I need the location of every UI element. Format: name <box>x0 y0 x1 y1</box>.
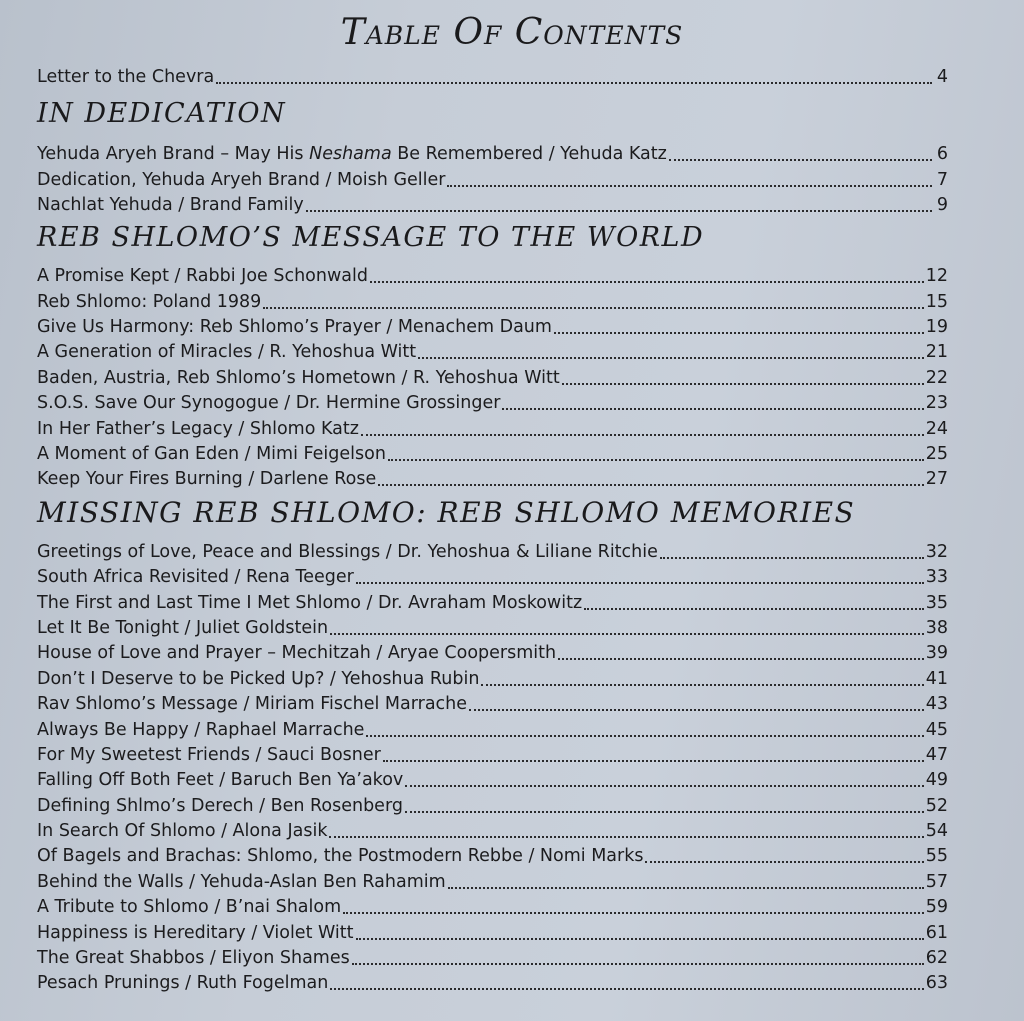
entry-page-number: 47 <box>925 745 948 765</box>
entry-title: Of Bagels and Brachas: Shlomo, the Postmodern Rebbe / Nomi Marks <box>37 846 644 866</box>
entry-page-number: 43 <box>925 694 948 714</box>
toc-entry <box>37 892 948 918</box>
toc-entry <box>37 139 948 165</box>
toc-entry <box>37 190 948 216</box>
entry-page-number: 57 <box>925 872 948 892</box>
entry-title: Baden, Austria, Reb Shlomo’s Hometown / R. Yehoshua Witt <box>37 368 560 388</box>
entry-title: Keep Your Fires Burning / Darlene Rose <box>37 469 377 489</box>
entry-title: Nachlat Yehuda / Brand Family <box>37 195 304 215</box>
toc-entry <box>37 439 948 465</box>
entry-page-number: 55 <box>925 846 948 866</box>
toc-entry <box>37 613 948 639</box>
toc-entry <box>37 337 948 363</box>
toc-entry <box>37 261 948 287</box>
entry-page-number: 6 <box>936 144 948 164</box>
page-title: Table Of Contents <box>340 12 684 53</box>
section-heading-memories: MISSING REB SHLOMO: REB SHLOMO MEMORIES <box>37 496 856 529</box>
dot-leader <box>378 478 924 486</box>
entry-page-number: 9 <box>936 195 948 215</box>
entry-page-number: 49 <box>925 770 948 790</box>
entry-page-number: 45 <box>925 720 948 740</box>
dot-leader <box>418 351 924 359</box>
toc-entry <box>37 414 948 440</box>
entry-title: Happiness is Hereditary / Violet Witt <box>37 923 354 943</box>
toc-entry <box>37 562 948 588</box>
dot-leader <box>329 830 923 838</box>
dot-leader <box>562 377 924 385</box>
dot-leader <box>388 453 924 461</box>
dot-leader <box>370 275 924 283</box>
toc-entry <box>37 816 948 842</box>
dot-leader <box>481 678 923 686</box>
dot-leader <box>306 204 932 212</box>
entry-page-number: 63 <box>925 973 948 993</box>
entry-page-number: 19 <box>925 317 948 337</box>
entry-title: Dedication, Yehuda Aryeh Brand / Moish Geller <box>37 170 446 190</box>
dot-leader <box>366 729 923 737</box>
toc-entry <box>37 664 948 690</box>
toc-entry <box>37 388 948 414</box>
entry-title: Greetings of Love, Peace and Blessings / Dr. Yehoshua & Liliane Ritchie <box>37 542 658 562</box>
dot-leader <box>405 805 924 813</box>
entry-page-number: 61 <box>925 923 948 943</box>
toc-entry <box>37 918 948 944</box>
entry-title-emphasis: Neshama <box>309 144 392 164</box>
toc-entry <box>37 638 948 664</box>
dot-leader <box>330 982 923 990</box>
toc-entry <box>37 841 948 867</box>
entry-title: In Her Father’s Legacy / Shlomo Katz <box>37 419 359 439</box>
entry-title: Letter to the Chevra <box>37 67 215 87</box>
dot-leader <box>356 576 924 584</box>
entry-title: Yehuda Aryeh Brand – May His Neshama Be Remembered / Yehuda Katz <box>37 144 667 164</box>
entry-page-number: 32 <box>925 542 948 562</box>
entry-page-number: 21 <box>925 342 948 362</box>
toc-entry <box>37 537 948 563</box>
entry-title: House of Love and Prayer – Mechitzah / Aryae Coopersmith <box>37 643 557 663</box>
entry-title: A Promise Kept / Rabbi Joe Schonwald <box>37 266 368 286</box>
dot-leader <box>669 153 932 161</box>
entry-page-number: 7 <box>936 170 948 190</box>
dot-leader <box>469 703 924 711</box>
toc-entry <box>37 715 948 741</box>
toc-entry <box>37 765 948 791</box>
entry-page-number: 52 <box>925 796 948 816</box>
dot-leader <box>383 754 924 762</box>
dot-leader <box>447 179 932 187</box>
entry-title: Always Be Happy / Raphael Marrache <box>37 720 365 740</box>
toc-entry <box>37 312 948 338</box>
entry-title: The First and Last Time I Met Shlomo / Dr. Avraham Moskowitz <box>37 593 583 613</box>
entry-page-number: 22 <box>925 368 948 388</box>
entry-page-number: 39 <box>925 643 948 663</box>
dot-leader <box>330 627 924 635</box>
dot-leader <box>502 402 923 410</box>
dot-leader <box>352 957 924 965</box>
entry-page-number: 15 <box>925 292 948 312</box>
toc-entry <box>37 689 948 715</box>
toc-entry <box>37 867 948 893</box>
entry-page-number: 41 <box>925 669 948 689</box>
toc-entry <box>37 968 948 994</box>
toc-entry <box>37 740 948 766</box>
entry-page-number: 4 <box>936 67 948 87</box>
entry-title: S.O.S. Save Our Synogogue / Dr. Hermine Grossinger <box>37 393 501 413</box>
entry-title: Let It Be Tonight / Juliet Goldstein <box>37 618 329 638</box>
section-heading-message: REB SHLOMO’S MESSAGE TO THE WORLD <box>37 222 705 253</box>
dot-leader <box>405 779 923 787</box>
dot-leader <box>558 652 924 660</box>
entry-title: A Generation of Miracles / R. Yehoshua Witt <box>37 342 417 362</box>
entry-title: Don’t I Deserve to be Picked Up? / Yehoshua Rubin <box>37 669 480 689</box>
dot-leader <box>216 76 932 84</box>
toc-entry <box>37 287 948 313</box>
dot-leader <box>263 301 923 309</box>
entry-page-number: 12 <box>925 266 948 286</box>
toc-entry <box>37 363 948 389</box>
entry-title: For My Sweetest Friends / Sauci Bosner <box>37 745 381 765</box>
entry-page-number: 54 <box>925 821 948 841</box>
entry-title: Behind the Walls / Yehuda-Aslan Ben Rahamim <box>37 872 446 892</box>
entry-page-number: 23 <box>925 393 948 413</box>
entry-page-number: 25 <box>925 444 948 464</box>
dot-leader <box>343 906 924 914</box>
entry-page-number: 62 <box>925 948 948 968</box>
section-heading-dedication: IN DEDICATION <box>37 98 287 129</box>
toc-entry <box>37 165 948 191</box>
entry-page-number: 35 <box>925 593 948 613</box>
entry-title: Reb Shlomo: Poland 1989 <box>37 292 262 312</box>
toc-entry <box>37 464 948 490</box>
entry-page-number: 59 <box>925 897 948 917</box>
toc-entry <box>37 943 948 969</box>
dot-leader <box>645 855 923 863</box>
dot-leader <box>448 881 924 889</box>
entry-title: Pesach Prunings / Ruth Fogelman <box>37 973 329 993</box>
toc-entry <box>37 588 948 614</box>
dot-leader <box>356 932 924 940</box>
entry-title: The Great Shabbos / Eliyon Shames <box>37 948 350 968</box>
entry-page-number: 24 <box>925 419 948 439</box>
entry-title: Falling Off Both Feet / Baruch Ben Ya’akov <box>37 770 404 790</box>
entry-title: A Moment of Gan Eden / Mimi Feigelson <box>37 444 386 464</box>
entry-title: Defining Shlmo’s Derech / Ben Rosenberg <box>37 796 403 816</box>
entry-title: Give Us Harmony: Reb Shlomo’s Prayer / Menachem Daum <box>37 317 552 337</box>
dot-leader <box>361 428 924 436</box>
entry-title: South Africa Revisited / Rena Teeger <box>37 567 354 587</box>
toc-entry <box>37 62 948 88</box>
entry-page-number: 33 <box>925 567 948 587</box>
dot-leader <box>660 551 924 559</box>
entry-title: Rav Shlomo’s Message / Miriam Fischel Marrache <box>37 694 468 714</box>
entry-page-number: 38 <box>925 618 948 638</box>
entry-title: In Search Of Shlomo / Alona Jasik <box>37 821 328 841</box>
dot-leader <box>554 326 924 334</box>
entry-title: A Tribute to Shlomo / B’nai Shalom <box>37 897 342 917</box>
entry-page-number: 27 <box>925 469 948 489</box>
dot-leader <box>584 602 924 610</box>
toc-entry <box>37 791 948 817</box>
